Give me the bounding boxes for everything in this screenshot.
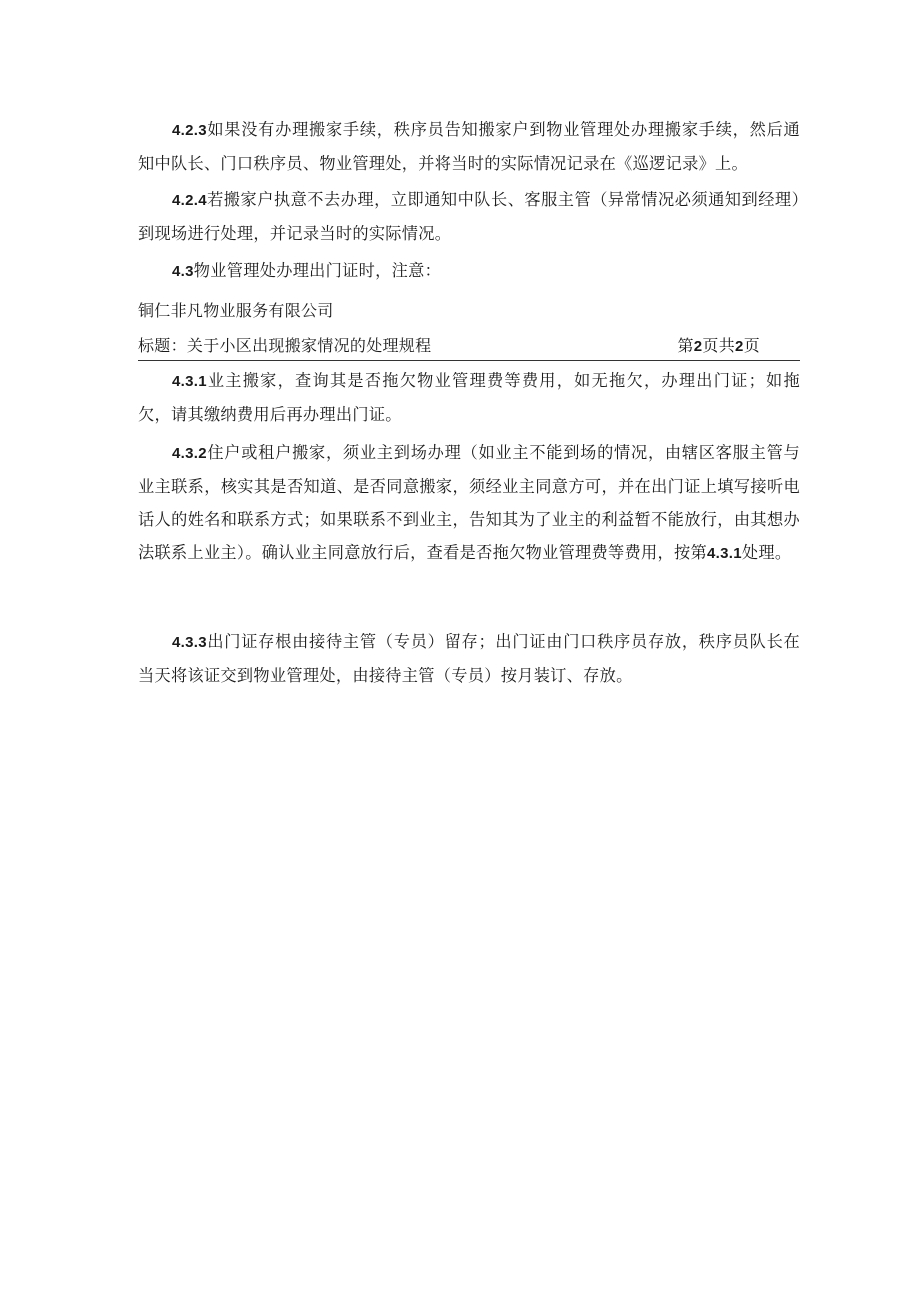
paragraph-4-3-3	[138, 625, 800, 692]
page-header	[138, 332, 800, 361]
paragraph-text: 若搬家户执意不去办理，立即通知中队长、客服主管（异常情况必须通知到经理）到现场进行处理，并记录当时的实际情况。	[138, 190, 800, 243]
paragraph-text: 出门证存根由接待主管（专员）留存；出门证由门口秩序员存放，秩序员队长在当天将该证交到物业管理处，由接待主管（专员）按月装订、存放。	[138, 632, 800, 685]
section-number: 4.3.1	[172, 373, 207, 390]
section-number: 4.3.2	[172, 445, 207, 462]
paragraph-4-3-2	[138, 436, 800, 570]
paragraph-text: 物业管理处办理出门证时，注意：	[193, 261, 442, 280]
page-current: 2	[693, 338, 703, 355]
paragraph-4-2-4	[138, 183, 800, 250]
page-total: 2	[735, 338, 744, 355]
paragraph-text: 住户或租户搬家，须业主到场办理（如业主不能到场的情况，由辖区客服主管与业主联系，核实其是否知道、是否同意搬家，须经业主同意方可，并在出门证上填写接听电话人的姓名和联系方式；如果联系不到业主，告知其为了业主的利益暂不能放行，由其想办法联系上业主）。确认业主同意放行后，查看是否拖欠物业管理费等费用，按第	[138, 443, 800, 562]
page-suffix: 页	[743, 336, 760, 355]
document-title: 标题：关于小区出现搬家情况的处理规程	[138, 336, 432, 355]
paragraph-4-3	[138, 254, 800, 288]
paragraph-text: 如果没有办理搬家手续，秩序员告知搬家户到物业管理处办理搬家手续，然后通知中队长、门口秩序员、物业管理处，并将当时的实际情况记录在《巡逻记录》上。	[138, 120, 800, 173]
page-counter	[677, 332, 760, 361]
section-number: 4.3	[172, 263, 194, 280]
reference-number: 4.3.1	[706, 545, 742, 562]
page-middle: 页共	[702, 336, 736, 355]
section-number: 4.3.3	[172, 634, 207, 651]
paragraph-4-2-3	[138, 113, 800, 180]
paragraph-tail-text: 处理。	[741, 543, 792, 562]
section-number: 4.2.3	[172, 122, 207, 139]
page-prefix: 第	[677, 336, 694, 355]
company-name: 铜仁非凡物业服务有限公司	[138, 301, 334, 320]
paragraph-4-3-1	[138, 364, 800, 431]
section-number: 4.2.4	[172, 192, 207, 209]
paragraph-text: 业主搬家，查询其是否拖欠物业管理费等费用，如无拖欠，办理出门证；如拖欠，请其缴纳费用后再办理出门证。	[138, 371, 800, 424]
